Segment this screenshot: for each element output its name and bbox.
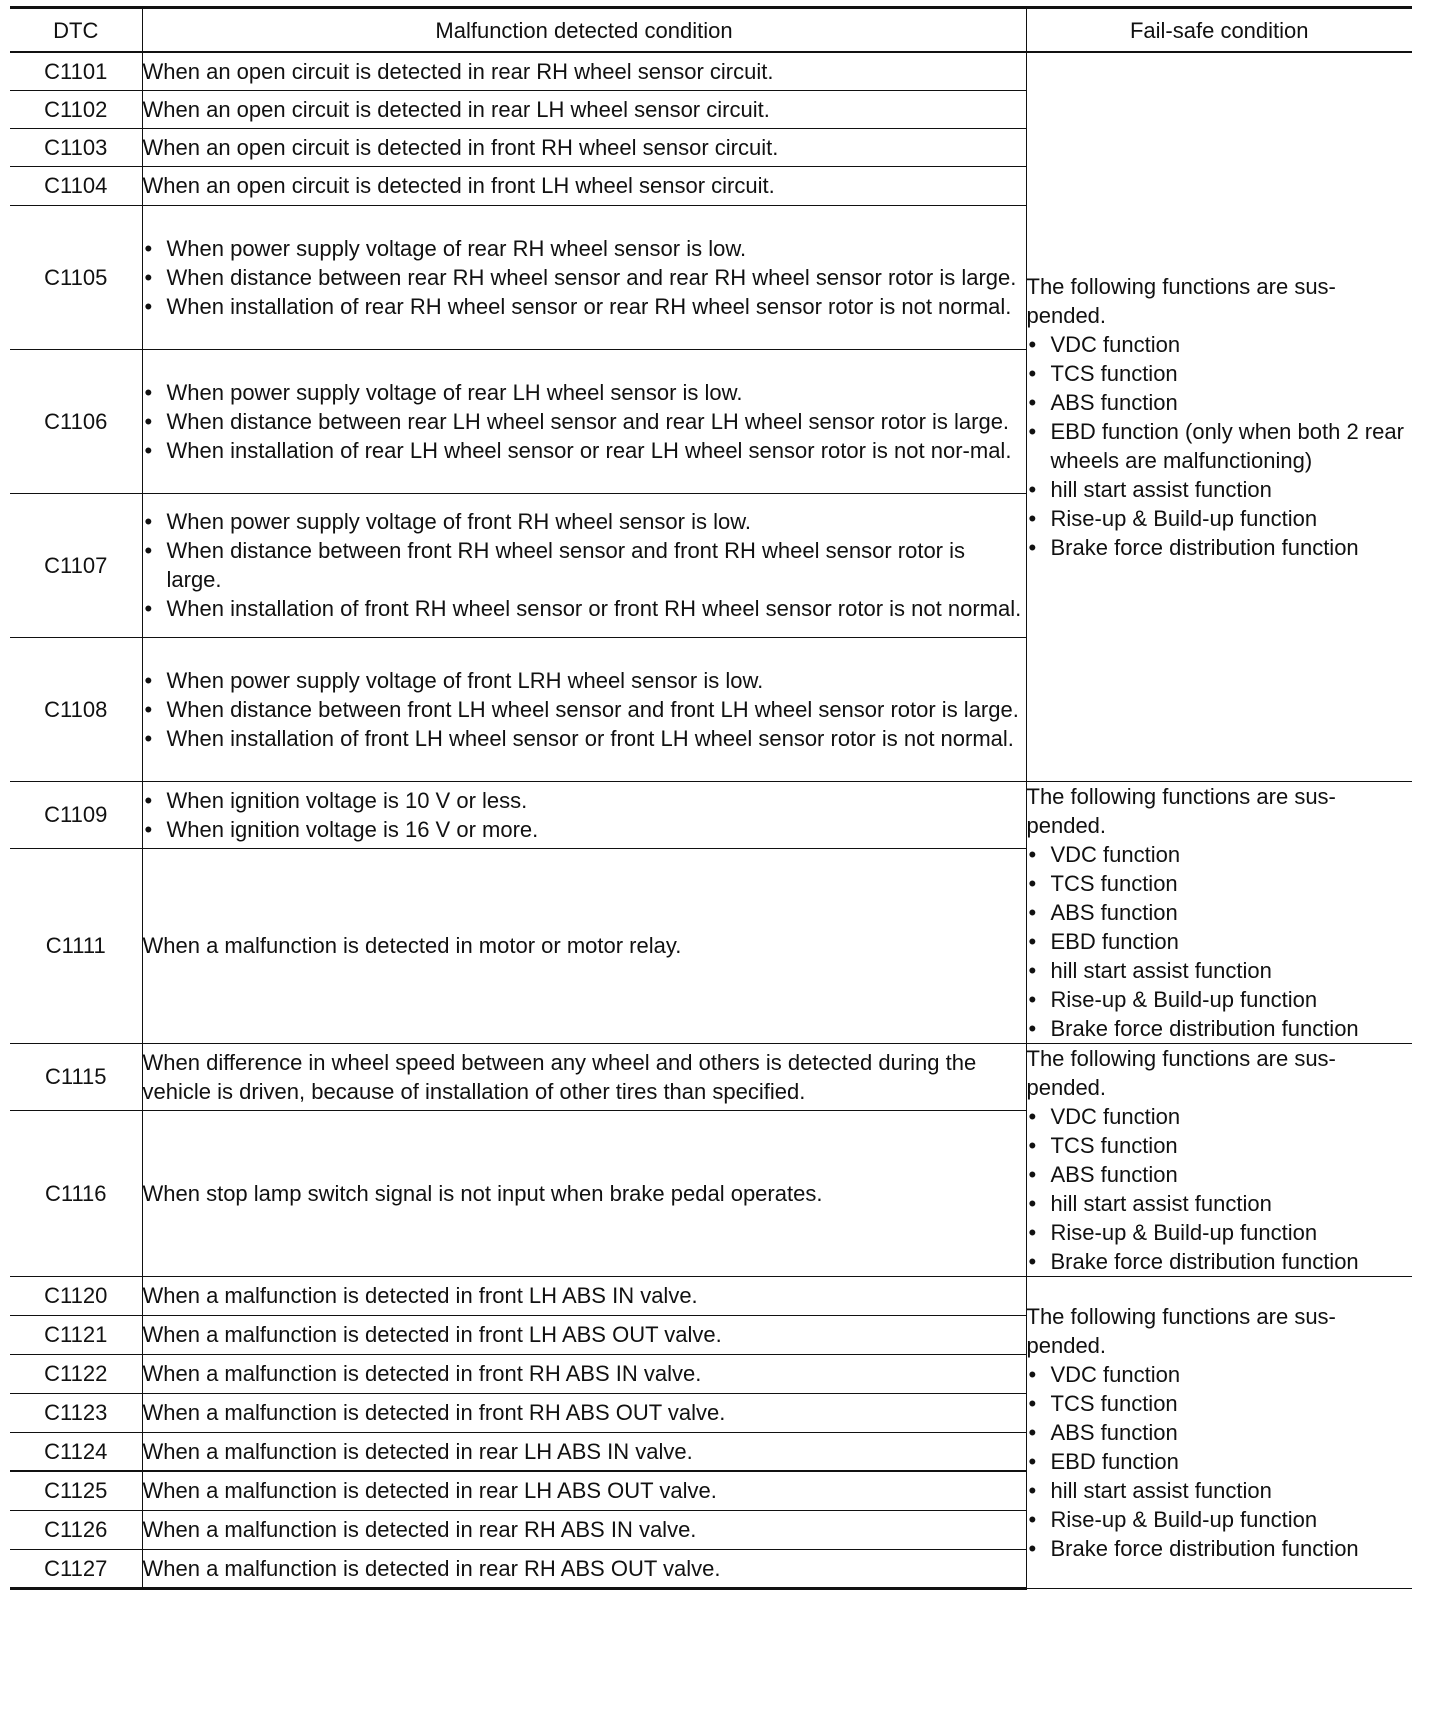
failsafe-function-list [1027,330,1413,562]
failsafe-function-item: • VDC function [1027,330,1413,359]
table-row [10,781,1412,849]
failsafe-function-item: • hill start assist function [1027,1476,1413,1505]
condition-item: • When distance between rear RH wheel sensor and rear RH wheel sensor rotor is large. [143,263,1026,292]
dtc-code: C1116 [10,1110,142,1276]
malfunction-condition: When a malfunction is detected in motor or motor relay. [142,849,1026,1043]
dtc-code: C1106 [10,349,142,493]
failsafe-function-item: • VDC function [1027,1102,1413,1131]
dtc-code: C1126 [10,1510,142,1549]
dtc-code: C1109 [10,781,142,849]
dtc-code: C1101 [10,52,142,90]
failsafe-function-item: • Rise-up & Build-up function [1027,504,1413,533]
dtc-table [10,6,1412,1590]
failsafe-function-item: • TCS function [1027,1131,1413,1160]
failsafe-function-item: • EBD function [1027,1447,1413,1476]
condition-item: • When installation of front RH wheel sensor or front RH wheel sensor rotor is not normal. [143,594,1026,623]
header-dtc: DTC [10,8,142,53]
condition-item: • When distance between rear LH wheel sensor and rear LH wheel sensor rotor is large. [143,407,1026,436]
dtc-code: C1115 [10,1043,142,1110]
failsafe-function-item: • TCS function [1027,869,1413,898]
dtc-code: C1123 [10,1393,142,1432]
dtc-table-container [10,6,1412,1590]
condition-item: • When distance between front RH wheel sensor and front RH wheel sensor rotor is large. [143,536,1026,594]
malfunction-condition: When stop lamp switch signal is not input when brake pedal operates. [142,1110,1026,1276]
failsafe-intro: The following functions are sus-pended. [1026,1045,1336,1100]
condition-item: • When power supply voltage of rear LH wheel sensor is low. [143,378,1026,407]
failsafe-function-item: • ABS function [1027,388,1413,417]
condition-item: • When power supply voltage of rear RH wheel sensor is low. [143,234,1026,263]
header-failsafe: Fail-safe condition [1026,8,1412,53]
failsafe-function-item: • Rise-up & Build-up function [1027,985,1413,1014]
failsafe-function-list [1027,840,1413,1043]
failsafe-function-list [1027,1360,1413,1563]
table-body [10,52,1412,1588]
failsafe-function-item: • Brake force distribution function [1027,1247,1413,1276]
failsafe-function-item: • EBD function [1027,927,1413,956]
dtc-code: C1124 [10,1432,142,1471]
condition-item: • When installation of front LH wheel sensor or front LH wheel sensor rotor is not normal. [143,724,1026,753]
malfunction-condition: When a malfunction is detected in rear RH ABS IN valve. [142,1510,1026,1549]
dtc-code: C1107 [10,493,142,637]
dtc-code: C1111 [10,849,142,1043]
dtc-code: C1105 [10,205,142,349]
malfunction-condition [142,781,1026,849]
malfunction-condition [142,637,1026,781]
condition-list [143,507,1026,623]
malfunction-condition: When an open circuit is detected in rear RH wheel sensor circuit. [142,52,1026,90]
failsafe-intro: The following functions are sus-pended. [1026,1303,1336,1358]
condition-list [143,378,1026,465]
failsafe-function-item: • ABS function [1027,898,1413,927]
dtc-code: C1104 [10,166,142,205]
failsafe-intro: The following functions are sus-pended. [1026,783,1336,838]
failsafe-intro: The following functions are sus-pended. [1026,273,1336,328]
failsafe-condition [1026,52,1412,781]
malfunction-condition: When an open circuit is detected in rear LH wheel sensor circuit. [142,90,1026,128]
condition-item: • When installation of rear RH wheel sensor or rear RH wheel sensor rotor is not normal. [143,292,1026,321]
malfunction-condition: When a malfunction is detected in front LH ABS IN valve. [142,1276,1026,1315]
failsafe-function-item: • hill start assist function [1027,956,1413,985]
malfunction-condition: When an open circuit is detected in front RH wheel sensor circuit. [142,128,1026,166]
dtc-code: C1103 [10,128,142,166]
malfunction-condition: When a malfunction is detected in front RH ABS IN valve. [142,1354,1026,1393]
malfunction-condition [142,349,1026,493]
failsafe-condition [1026,1043,1412,1276]
malfunction-condition: When a malfunction is detected in rear LH ABS IN valve. [142,1432,1026,1471]
failsafe-function-item: • hill start assist function [1027,475,1413,504]
dtc-code: C1102 [10,90,142,128]
failsafe-function-item: • Rise-up & Build-up function [1027,1218,1413,1247]
malfunction-condition: When difference in wheel speed between any wheel and others is detected during the vehicle is driven, because of installation of other tires than specified. [142,1043,1026,1110]
malfunction-condition: When a malfunction is detected in rear RH ABS OUT valve. [142,1549,1026,1588]
failsafe-function-item: • hill start assist function [1027,1189,1413,1218]
failsafe-function-item: • TCS function [1027,359,1413,388]
dtc-code: C1120 [10,1276,142,1315]
malfunction-condition: When a malfunction is detected in front RH ABS OUT valve. [142,1393,1026,1432]
header-condition: Malfunction detected condition [142,8,1026,53]
condition-item: • When installation of rear LH wheel sensor or rear LH wheel sensor rotor is not nor-mal. [143,436,1026,465]
dtc-code: C1122 [10,1354,142,1393]
table-header-row [10,8,1412,53]
failsafe-condition [1026,1276,1412,1588]
malfunction-condition [142,493,1026,637]
malfunction-condition: When a malfunction is detected in front LH ABS OUT valve. [142,1315,1026,1354]
malfunction-condition: When an open circuit is detected in front LH wheel sensor circuit. [142,166,1026,205]
dtc-code: C1108 [10,637,142,781]
failsafe-function-item: • Rise-up & Build-up function [1027,1505,1413,1534]
condition-item: • When ignition voltage is 16 V or more. [143,815,1026,844]
condition-item: • When distance between front LH wheel sensor and front LH wheel sensor rotor is large. [143,695,1026,724]
failsafe-function-item: • TCS function [1027,1389,1413,1418]
malfunction-condition: When a malfunction is detected in rear LH ABS OUT valve. [142,1471,1026,1510]
failsafe-condition [1026,781,1412,1043]
failsafe-function-item: • Brake force distribution function [1027,1014,1413,1043]
failsafe-function-item: • Brake force distribution function [1027,533,1413,562]
table-row [10,1276,1412,1315]
condition-item: • When power supply voltage of front LRH wheel sensor is low. [143,666,1026,695]
table-row [10,52,1412,90]
condition-list [143,666,1026,753]
table-row [10,1043,1412,1110]
failsafe-function-item: • Brake force distribution function [1027,1534,1413,1563]
condition-list [143,234,1026,321]
malfunction-condition [142,205,1026,349]
failsafe-function-item: • VDC function [1027,1360,1413,1389]
failsafe-function-item: • ABS function [1027,1160,1413,1189]
failsafe-function-item: • EBD function (only when both 2 rear wheels are malfunctioning) [1027,417,1413,475]
failsafe-function-item: • ABS function [1027,1418,1413,1447]
dtc-code: C1125 [10,1471,142,1510]
failsafe-function-list [1027,1102,1413,1276]
dtc-code: C1121 [10,1315,142,1354]
condition-item: • When power supply voltage of front RH wheel sensor is low. [143,507,1026,536]
dtc-code: C1127 [10,1549,142,1588]
condition-item: • When ignition voltage is 10 V or less. [143,786,1026,815]
condition-list [143,786,1026,844]
failsafe-function-item: • VDC function [1027,840,1413,869]
